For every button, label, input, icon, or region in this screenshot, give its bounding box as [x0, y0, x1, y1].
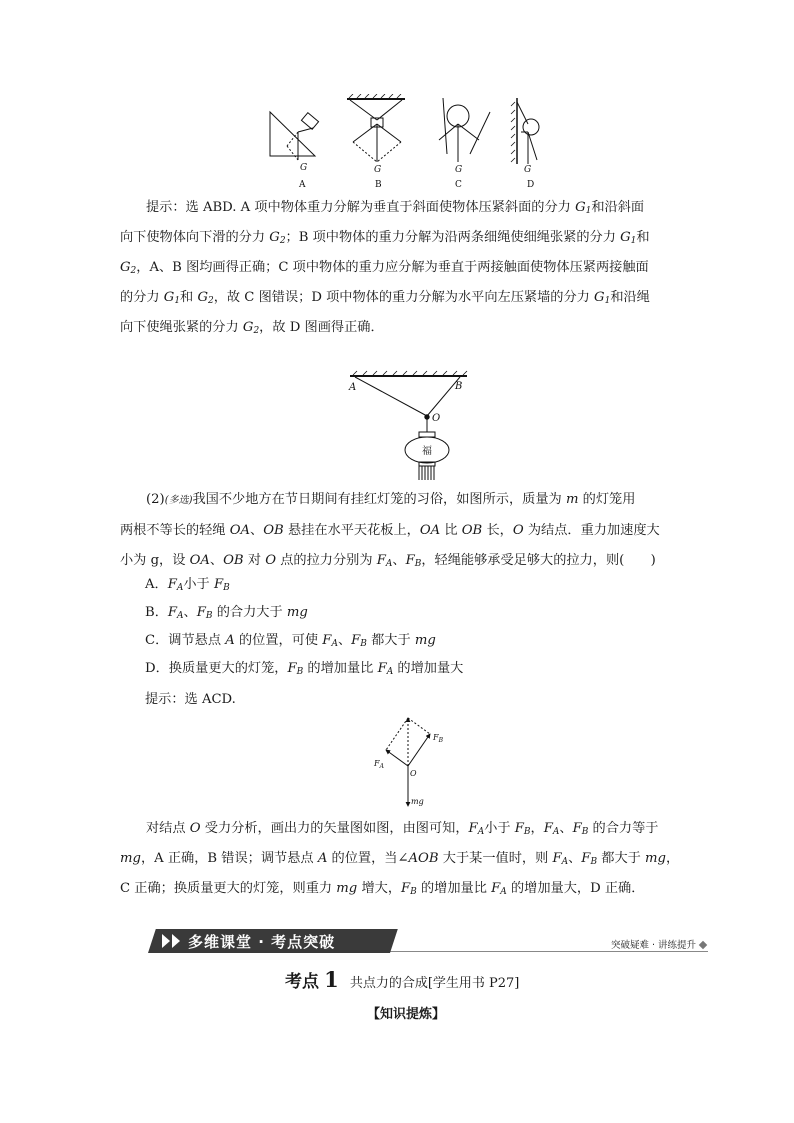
- var-oa: OA: [229, 523, 251, 538]
- analysis-text: ，A 正确，B 错误；调节悬点: [140, 851, 318, 866]
- question-text: 点的拉力分别为: [276, 553, 377, 568]
- var-g: $G_2$: [242, 320, 260, 336]
- multi-select-tag: (多选): [164, 495, 193, 506]
- question-text: 对: [243, 553, 266, 568]
- point-a-label: A: [349, 382, 357, 393]
- hint1-text: ，A、B 图均画得正确；C 项中物体的重力应分解为垂直于两接触面使物体压紧两接触面: [136, 260, 649, 275]
- var-o: O: [265, 553, 277, 568]
- label-g-c: G: [455, 165, 463, 175]
- var-fa: $F_A$: [167, 577, 184, 593]
- var-fa: $F_A$: [491, 881, 507, 897]
- var-g: $G_1$: [575, 200, 592, 216]
- option-a[interactable]: A．$F_A$小于 $F_B$: [145, 577, 230, 593]
- var-fa: $F_A$: [552, 851, 569, 867]
- var-fa: $F_A$: [322, 633, 338, 649]
- point-b-label: B: [455, 381, 463, 392]
- var-fb: $F_B$: [581, 851, 598, 867]
- analysis-text: ，: [665, 851, 680, 866]
- question-text: 小为 g，设: [120, 553, 190, 568]
- hint1-text: 和: [636, 230, 650, 245]
- question-text: 两根不等长的轻绳: [120, 523, 230, 538]
- diamond-icon: [699, 941, 707, 949]
- var-ob: OB: [223, 553, 244, 568]
- point-o-label: O: [432, 413, 441, 424]
- var-m: m: [565, 492, 579, 507]
- analysis-text: C 正确；换质量更大的灯笼，则重力: [120, 881, 337, 896]
- label-g-b: G: [374, 165, 382, 175]
- hint1-text: 向下使绳张紧的分力: [120, 320, 243, 335]
- kaodian-label: 考点: [285, 972, 319, 992]
- var-mg: mg: [645, 851, 666, 866]
- mg-label: mg: [411, 797, 424, 806]
- analysis-text: 的位置，当∠: [327, 851, 409, 866]
- sep: 、: [392, 553, 406, 568]
- var-fa: $F_A$: [543, 821, 560, 837]
- var-fa: $F_A$: [376, 553, 393, 569]
- hint1-text: 和沿绳: [610, 290, 650, 305]
- var-mg: mg: [120, 851, 141, 866]
- hint1-text: 向下使物体向下滑的分力: [120, 230, 270, 245]
- question-text: 长，: [482, 523, 513, 538]
- var-mg: mg: [414, 633, 436, 648]
- analysis-text: 的增加量比: [416, 881, 492, 896]
- hint-paragraph-1-cont: [120, 223, 675, 343]
- var-fb: $F_B$: [405, 553, 422, 569]
- option-d[interactable]: D．换质量更大的灯笼，$F_B$ 的增加量比 $F_A$ 的增加量大: [145, 661, 464, 677]
- var-fb: $F_B$: [351, 633, 367, 649]
- var-fb: $F_B$: [196, 605, 213, 621]
- lantern-figure: [345, 370, 475, 482]
- question-text: 悬挂在水平天花板上，: [283, 523, 420, 538]
- fa-label: $F_A$: [374, 759, 384, 770]
- var-fb: $F_B$: [572, 821, 589, 837]
- figure-label-a: A: [299, 180, 306, 190]
- var-mg: mg: [286, 605, 308, 620]
- var-ob: OB: [461, 523, 483, 538]
- kaodian-title: 共点力的合成[学生用书 P27]: [349, 976, 520, 991]
- var-fb: $F_B$: [287, 661, 304, 677]
- section-heading: [285, 967, 519, 992]
- var-aob: AOB: [408, 851, 439, 866]
- label-g-d: G: [524, 165, 532, 175]
- var-g: $G_1$: [163, 290, 181, 306]
- figure-label-b: B: [375, 180, 382, 190]
- sep: 、: [250, 523, 264, 538]
- option-c[interactable]: C．调节悬点 A 的位置，可使 $F_A$、$F_B$ 都大于 mg: [145, 633, 436, 649]
- analysis-text: 的合力等于: [588, 821, 659, 836]
- var-mg: mg: [336, 881, 358, 896]
- figure-label-c: C: [455, 180, 462, 190]
- analysis-paragraph: 对结点 O 受力分析，画出力的矢量图如图，由图可知，$F_A$小于 $F_B$，$F_A$、$F_B$ 的合力等于 mg，A 正确，B 错误；调节悬点 A 的位置，当∠AOB 大于某一值时，则 $F_A$、$F_B$ 都大于 mg， C 正确；换质量更大的灯笼，则重力 mg 增大，$F_B$ 的增加量比 $F_A$ 的增加量大，D 正确．: [120, 821, 680, 897]
- banner-title: 多维课堂 · 考点突破: [188, 933, 336, 951]
- hint1-text: ，故 D 图画得正确．: [259, 320, 384, 335]
- question-text: ，轻绳能够承受足够大的拉力，则( ): [421, 553, 656, 568]
- lantern-character: 福: [422, 446, 432, 457]
- var-o: O: [189, 821, 201, 836]
- incline-shape: [270, 112, 315, 156]
- hint1-text: 提示：选 ABD. A 项中物体重力分解为垂直于斜面使物体压紧斜面的分力: [146, 200, 576, 215]
- banner-subtitle: 突破疑难 · 讲练提升: [610, 940, 696, 951]
- question-text: 比: [440, 523, 462, 538]
- figure-label-d: D: [527, 180, 535, 190]
- force-vector-figure: [368, 712, 448, 812]
- sep: 、: [209, 553, 224, 568]
- var-g: $G_1$: [594, 290, 611, 306]
- hint1-text: 的分力: [120, 290, 164, 305]
- var-g: $G_2$: [269, 230, 286, 246]
- gravity-decomposition-figure: [265, 94, 555, 190]
- var-g: $G_2$: [197, 290, 214, 306]
- question-text: 我国不少地方在节日期间有挂红灯笼的习俗，如图所示，质量为: [192, 492, 566, 507]
- var-fa: $F_A$: [377, 661, 394, 677]
- option-b[interactable]: B．$F_A$、$F_B$ 的合力大于 mg: [145, 605, 308, 621]
- fb-label: $F_B$: [433, 733, 443, 744]
- question-text: 为结点．重力加速度大: [523, 523, 660, 538]
- label-g-a: G: [300, 163, 308, 173]
- var-fa: $F_A$: [468, 821, 485, 837]
- var-g: $G_1$: [620, 230, 637, 246]
- chevron-icon: [162, 934, 170, 948]
- chevron-icon: [172, 934, 180, 948]
- hint1-text: ，故 C 图错误；D 项中物体的重力分解为水平向左压紧墙的分力: [213, 290, 595, 305]
- var-a: A: [317, 851, 328, 866]
- section-banner: [148, 929, 708, 953]
- var-oa: OA: [419, 523, 441, 538]
- banner-rule: [348, 951, 708, 952]
- analysis-text: ，: [530, 821, 544, 836]
- question-paragraph: [120, 485, 675, 576]
- knowledge-subheading: 【知识提炼】: [367, 1007, 446, 1022]
- hint1-text: ；B 项中物体的重力分解为沿两条细绳使细绳张紧的分力: [285, 230, 621, 245]
- analysis-text: 增大，: [357, 881, 402, 896]
- kaodian-number: 1: [324, 967, 339, 992]
- analysis-text: 大于某一值时，则: [438, 851, 553, 866]
- var-ob: OB: [263, 523, 284, 538]
- question-text: 的灯笼用: [578, 492, 636, 507]
- hint1-text: 和沿斜面: [591, 200, 645, 215]
- analysis-text: 的增加量大，D 正确．: [506, 881, 645, 896]
- o-label: O: [410, 769, 417, 778]
- analysis-text: 小于: [484, 821, 515, 836]
- var-fb: $F_B$: [401, 881, 417, 897]
- analysis-text: 对结点: [146, 821, 190, 836]
- hint-2: 提示：选 ACD.: [145, 692, 236, 707]
- var-fb: $F_B$: [514, 821, 531, 837]
- hint-paragraph-1: [146, 193, 676, 223]
- var-g: $G_2$: [120, 260, 137, 276]
- var-fa: $F_A$: [167, 605, 184, 621]
- analysis-text: 都大于: [597, 851, 646, 866]
- var-fb: $F_B$: [213, 577, 230, 593]
- var-oa: OA: [189, 553, 210, 568]
- analysis-text: 受力分析，画出力的矢量图如图，由图可知，: [200, 821, 469, 836]
- hint1-text: 和: [180, 290, 198, 305]
- var-a: A: [225, 633, 235, 648]
- question-number: (2): [146, 492, 165, 507]
- var-o: O: [512, 523, 524, 538]
